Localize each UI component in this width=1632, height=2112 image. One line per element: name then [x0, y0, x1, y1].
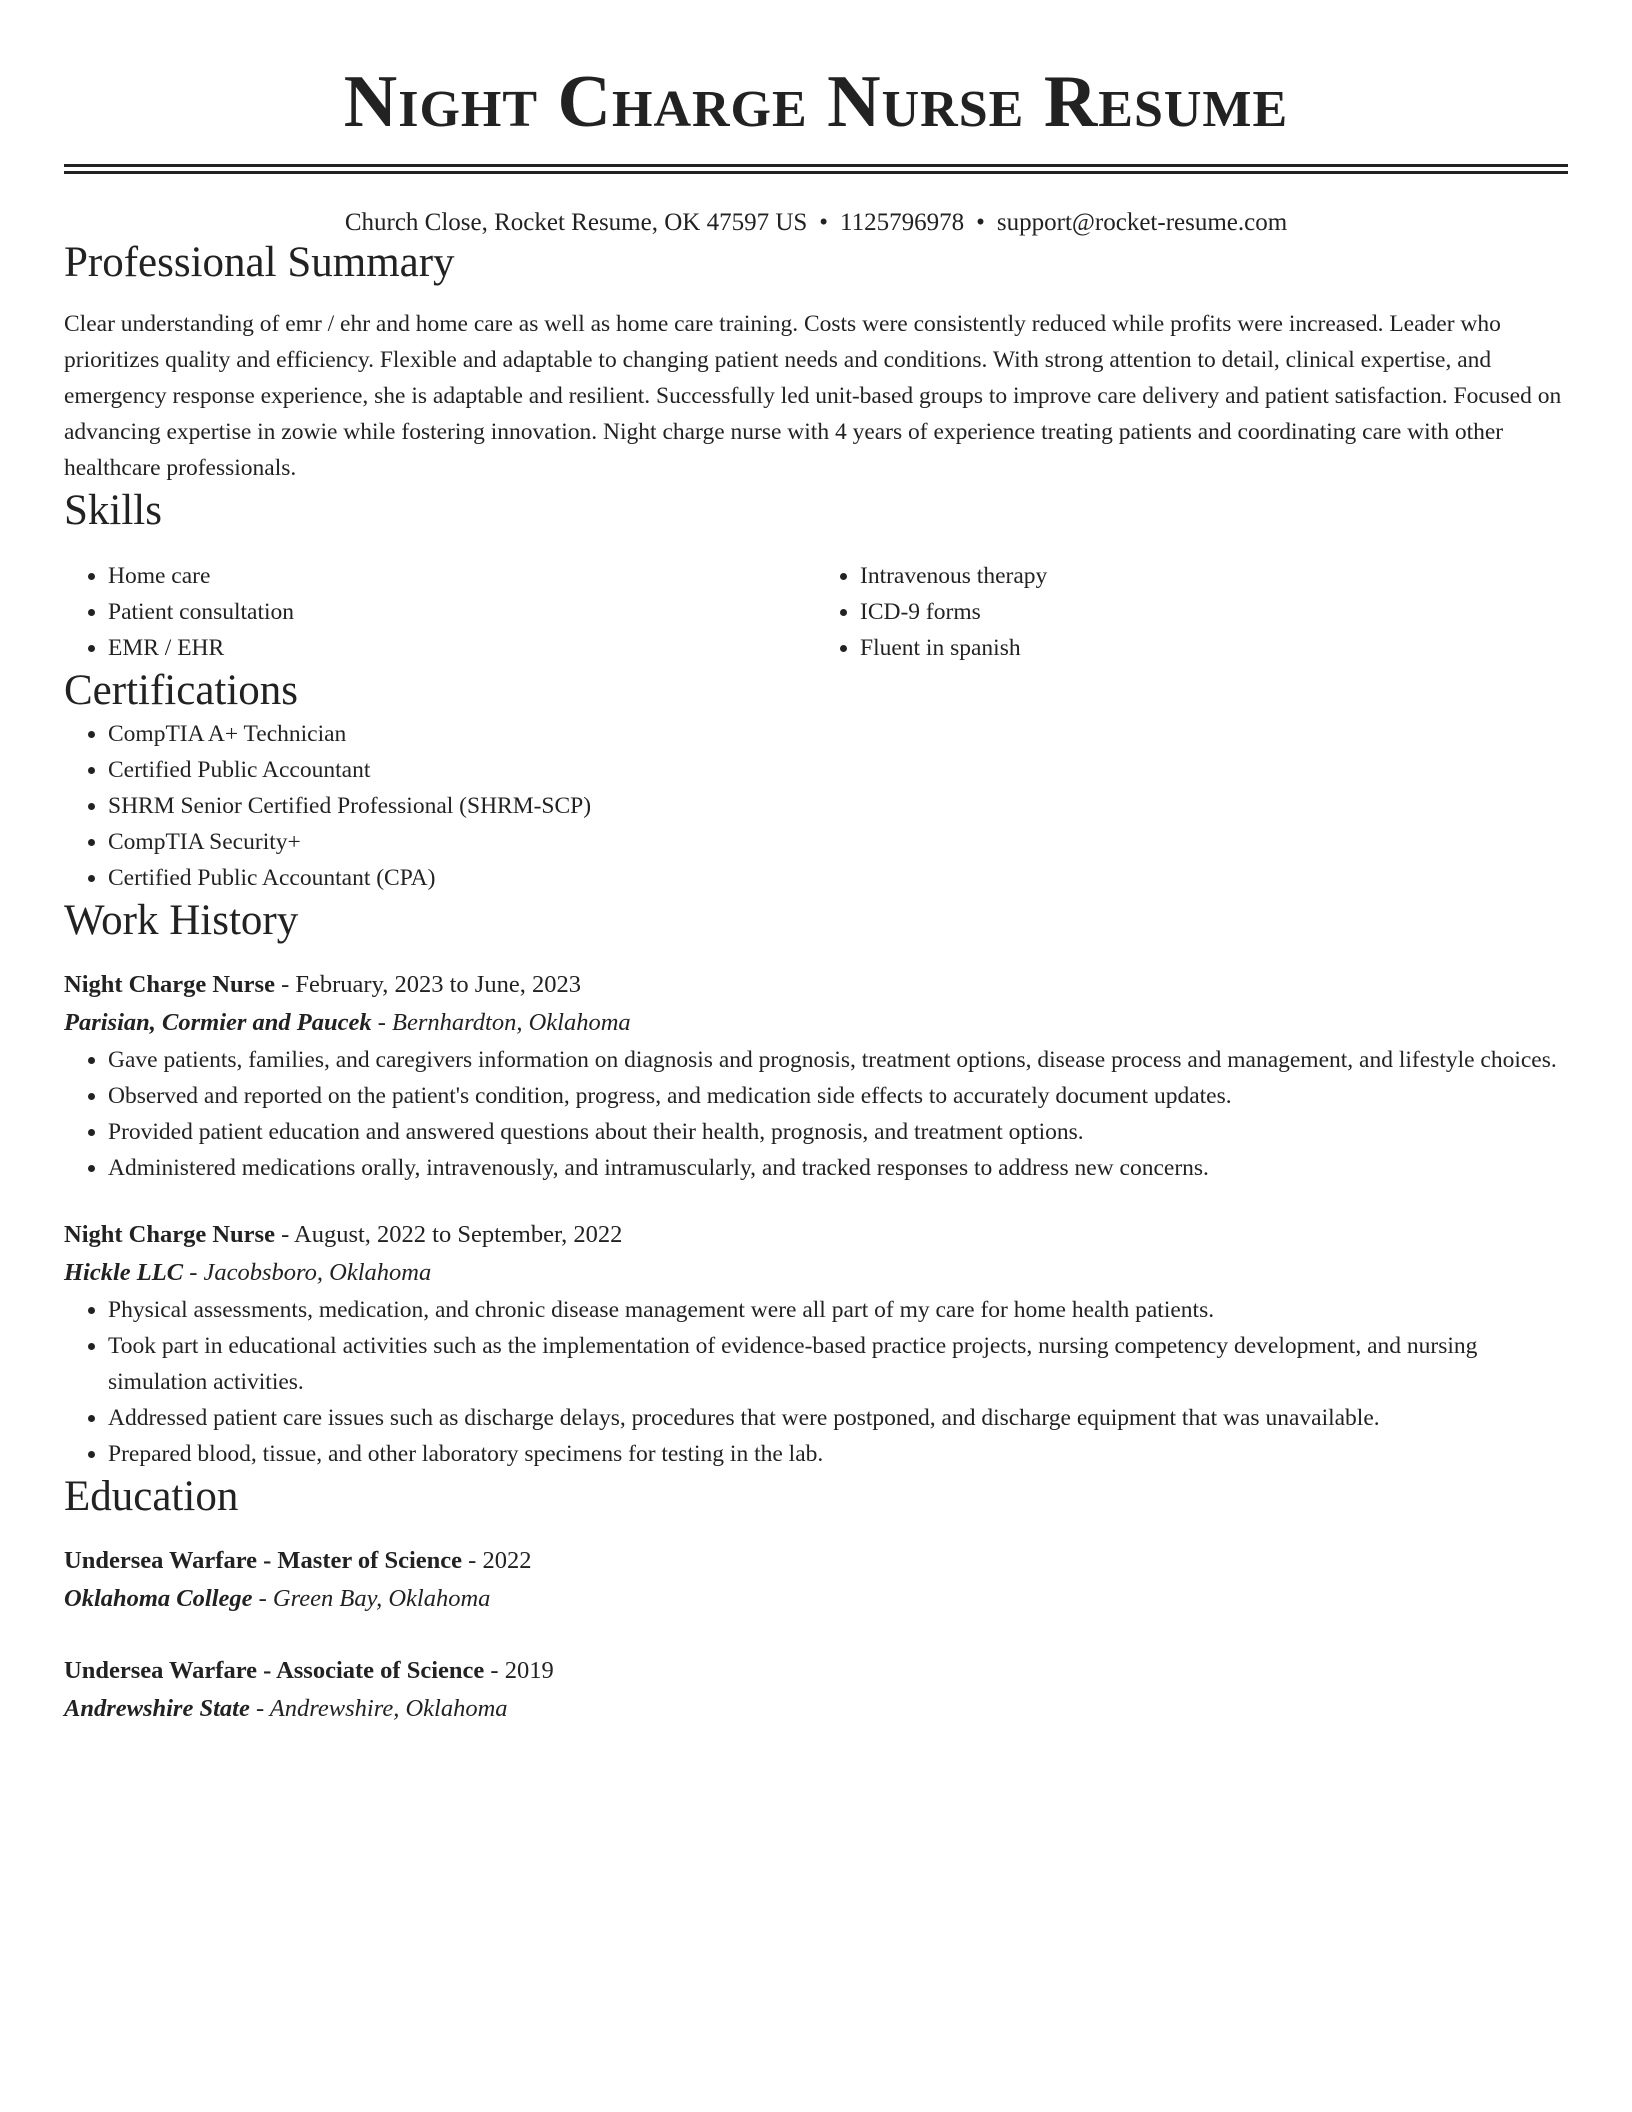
summary-heading: Professional Summary — [64, 239, 455, 286]
contact-email: support@rocket-resume.com — [996, 209, 1288, 236]
summary-text: Clear understanding of emr / ehr and home care as well as home care training. Costs were consistently reduced while profits were increased. Leader who prioritizes quality and efficiency. Flexible and adaptable to changing patient needs and conditions. With strong attention to detail, clinical expertise, and emergency response experience, she is adaptable and resilient. Successfully led unit-based groups to improve care delivery and patient satisfaction. Focused on advancing expertise in zowie while fostering innovation. Night charge nurse with 4 years of experience treating patients and coordinating care with other healthcare professionals. — [64, 311, 1562, 481]
job-entry — [64, 1216, 1568, 1472]
education-degree: Undersea Warfare - Associate of Science — [64, 1657, 485, 1684]
education-entry — [64, 1652, 1568, 1728]
job-location: - Jacobsboro, Oklahoma — [183, 1259, 432, 1286]
job-duties-list — [64, 1042, 1568, 1186]
skills-grid — [64, 558, 1568, 666]
job-location: - Bernhardton, Oklahoma — [371, 1009, 631, 1036]
job-dates: - August, 2022 to September, 2022 — [274, 1221, 623, 1248]
certification-item: • Certified Public Accountant — [108, 752, 1568, 788]
skills-heading: Skills — [64, 487, 162, 534]
job-duty: • Provided patient education and answered questions about their health, prognosis, and treatment options. — [108, 1114, 1568, 1150]
job-duty: • Addressed patient care issues such as discharge delays, procedures that were postponed, and discharge equipment that was unavailable. — [108, 1400, 1568, 1436]
job-company: Hickle LLC — [64, 1259, 184, 1286]
job-duty: • Took part in educational activities such as the implementation of evidence-based practice projects, nursing competency development, and nursing simulation activities. — [108, 1328, 1568, 1400]
job-duty: • Physical assessments, medication, and chronic disease management were all part of my care for home health patients. — [108, 1292, 1568, 1328]
skill-item: • Home care — [108, 558, 816, 594]
skills-list-right — [816, 558, 1568, 666]
certification-item: • CompTIA A+ Technician — [108, 716, 1568, 752]
job-dates: - February, 2023 to June, 2023 — [274, 971, 581, 998]
bullet-separator: • — [819, 209, 829, 236]
contact-address: Church Close, Rocket Resume, OK 47597 US — [344, 209, 808, 236]
resume-title: Night Charge Nurse Resume — [343, 61, 1289, 143]
education-heading: Education — [64, 1473, 239, 1520]
job-company: Parisian, Cormier and Paucek — [64, 1009, 372, 1036]
skill-item: • EMR / EHR — [108, 630, 816, 666]
contact-line — [64, 208, 1568, 238]
certifications-heading: Certifications — [64, 667, 299, 714]
contact-phone: 1125796978 — [840, 209, 965, 236]
skill-item: • Patient consultation — [108, 594, 816, 630]
education-degree-line — [64, 1542, 1568, 1580]
work-history-heading: Work History — [64, 897, 299, 944]
job-duty: • Gave patients, families, and caregivers information on diagnosis and prognosis, treatment options, disease process and management, and lifestyle choices. — [108, 1042, 1568, 1078]
education-school-line — [64, 1580, 1568, 1618]
education-school-line — [64, 1690, 1568, 1728]
job-title: Night Charge Nurse — [64, 971, 275, 998]
education-school: Oklahoma College — [64, 1585, 253, 1612]
bullet-separator: • — [976, 209, 985, 236]
education-location: - Green Bay, Oklahoma — [252, 1585, 491, 1612]
education-school: Andrewshire State — [64, 1695, 250, 1722]
skill-item: • Fluent in spanish — [860, 630, 1568, 666]
job-duty: • Administered medications orally, intravenously, and intramuscularly, and tracked responses to address new concerns. — [108, 1150, 1568, 1186]
education-year: - 2022 — [462, 1547, 532, 1574]
title-divider — [64, 164, 1568, 174]
skill-item: • ICD-9 forms — [860, 594, 1568, 630]
education-year: - 2019 — [484, 1657, 554, 1684]
job-entry — [64, 966, 1568, 1186]
job-title: Night Charge Nurse — [64, 1221, 275, 1248]
skills-list-left — [64, 558, 816, 666]
education-entry — [64, 1542, 1568, 1618]
job-title-line — [64, 966, 1568, 1004]
job-company-line — [64, 1254, 1568, 1292]
certification-item: • SHRM Senior Certified Professional (SHRM-SCP) — [108, 788, 1568, 824]
job-duty: • Prepared blood, tissue, and other laboratory specimens for testing in the lab. — [108, 1436, 1568, 1472]
education-degree-line — [64, 1652, 1568, 1690]
job-duty: • Observed and reported on the patient's condition, progress, and medication side effects to accurately document updates. — [108, 1078, 1568, 1114]
skill-item: • Intravenous therapy — [860, 558, 1568, 594]
job-title-line — [64, 1216, 1568, 1254]
certification-item: • Certified Public Accountant (CPA) — [108, 860, 1568, 896]
education-location: - Andrewshire, Oklahoma — [249, 1695, 508, 1722]
education-degree: Undersea Warfare - Master of Science — [64, 1547, 463, 1574]
certification-item: • CompTIA Security+ — [108, 824, 1568, 860]
certifications-list — [64, 716, 1568, 896]
job-company-line — [64, 1004, 1568, 1042]
job-duties-list — [64, 1292, 1568, 1472]
